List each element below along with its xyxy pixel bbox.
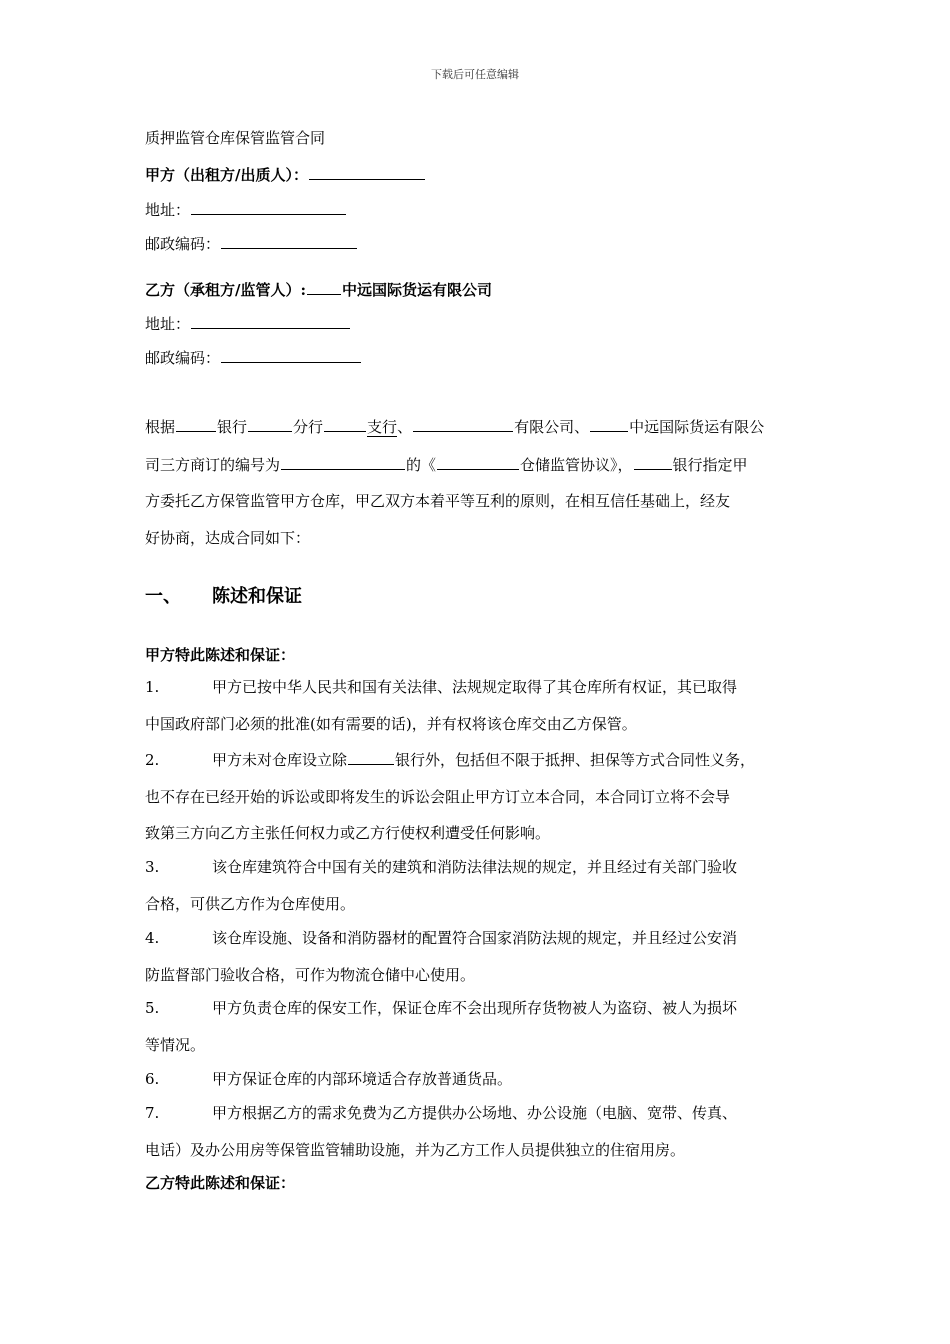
party-b-reps-title: 乙方特此陈述和保证：: [145, 1174, 296, 1192]
party-a-address-blank: [191, 199, 346, 215]
section-heading: [145, 587, 302, 607]
item-text: 银行外，包括但不限于抵押、担保等方式合同性义务，: [395, 751, 756, 769]
party-b-postcode-label: 邮政编码：: [145, 349, 221, 367]
item-text: 甲方保证仓库的内部环境适合存放普通货品。: [212, 1070, 513, 1088]
party-b-label: 乙方（承租方/监管人）:: [145, 281, 307, 299]
party-b-line: [145, 279, 492, 300]
party-b-address-label: 地址：: [145, 315, 191, 333]
party-a-label: 甲方（出租方/出质人）：: [145, 166, 308, 184]
intro-text: 根据: [145, 418, 176, 436]
item-continuation: 中国政府部门必须的批准(如有需要的话)，并有权将该仓库交由乙方保管。: [145, 715, 637, 733]
party-a-postcode-blank: [221, 233, 357, 249]
intro-text: 司三方商订的编号为: [145, 456, 281, 474]
list-item: [145, 857, 737, 877]
item-text: 甲方负责仓库的保安工作，保证仓库不会出现所存货物被人为盗窃、被人为损坏: [212, 999, 738, 1017]
intro-text: 分行: [293, 418, 324, 436]
item-text: 甲方未对仓库设立除: [212, 751, 348, 769]
list-item: [145, 928, 737, 948]
blank: [590, 416, 628, 432]
party-b-address-line: [145, 313, 351, 334]
item-number: 5.: [145, 999, 160, 1017]
party-b-blank: [307, 279, 341, 295]
blank: [634, 454, 672, 470]
item-continuation: 电话）及办公用房等保管监管辅助设施，并为乙方工作人员提供独立的住宿用房。: [145, 1141, 686, 1159]
item-number: 4.: [145, 929, 160, 947]
item-text: 该仓库设施、设备和消防器材的配置符合国家消防法规的规定，并且经过公安消: [212, 929, 738, 947]
intro-text: 的《: [406, 456, 437, 474]
item-number: 7.: [145, 1104, 160, 1122]
party-a-postcode-line: [145, 233, 358, 254]
section-title: 陈述和保证: [212, 586, 302, 607]
party-b-postcode-blank: [221, 347, 361, 363]
intro-line-3: 方委托乙方保管监管甲方仓库，甲乙双方本着平等互利的原则，在相互信任基础上，经友: [145, 492, 731, 510]
intro-text: 有限公司、: [514, 418, 590, 436]
item-text: 甲方已按中华人民共和国有关法律、法规规定取得了其仓库所有权证，其已取得: [212, 678, 738, 696]
party-b-address-blank: [191, 313, 350, 329]
blank: [413, 416, 513, 432]
intro-line-4: 好协商，达成合同如下：: [145, 529, 311, 547]
party-a-address-line: [145, 199, 347, 220]
blank: [437, 454, 519, 470]
party-a-blank: [309, 164, 425, 180]
party-a-postcode-label: 邮政编码：: [145, 235, 221, 253]
section-number: 一、: [145, 586, 181, 607]
intro-text: 银行: [217, 418, 248, 436]
page-header: 下载后可任意编辑: [431, 68, 519, 81]
blank: [176, 416, 216, 432]
blank: [281, 454, 405, 470]
party-b-name: 中远国际货运有限公司: [342, 281, 493, 299]
item-number: 2.: [145, 751, 160, 769]
intro-text: 、: [397, 418, 413, 436]
intro-text: 银行指定甲: [672, 456, 748, 474]
item-number: 6.: [145, 1070, 160, 1088]
list-item: [145, 998, 737, 1018]
item-continuation: 合格，可供乙方作为仓库使用。: [145, 895, 356, 913]
blank: [248, 416, 292, 432]
document-title: 质押监管仓库保管监管合同: [145, 129, 326, 147]
item-text: 甲方根据乙方的需求免费为乙方提供办公场地、办公设施（电脑、宽带、传真、: [212, 1104, 738, 1122]
intro-text: 仓储监管协议》，: [520, 456, 633, 474]
item-continuation: 也不存在已经开始的诉讼或即将发生的诉讼会阻止甲方订立本合同，本合同订立将不会导: [145, 788, 731, 806]
list-item: [145, 677, 737, 697]
list-item: [145, 1103, 737, 1123]
blank: [324, 416, 366, 432]
party-a-line: [145, 164, 426, 185]
list-item: [145, 1069, 512, 1089]
intro-text: 中远国际货运有限公: [629, 418, 765, 436]
party-b-postcode-line: [145, 347, 362, 368]
item-number: 1.: [145, 678, 160, 696]
list-item: [145, 749, 755, 770]
item-text: 该仓库建筑符合中国有关的建筑和消防法律法规的规定，并且经过有关部门验收: [212, 858, 738, 876]
item-continuation: 等情况。: [145, 1036, 206, 1054]
intro-text-underlined: 支行: [367, 418, 398, 436]
item-continuation: 防监督部门验收合格，可作为物流仓储中心使用。: [145, 966, 476, 984]
blank: [348, 749, 394, 765]
item-number: 3.: [145, 858, 160, 876]
party-a-address-label: 地址：: [145, 201, 191, 219]
item-continuation: 致第三方向乙方主张任何权力或乙方行使权利遭受任何影响。: [145, 824, 551, 842]
intro-line-2: [145, 454, 748, 475]
party-a-reps-title: 甲方特此陈述和保证：: [145, 646, 296, 664]
intro-line-1: [145, 416, 764, 437]
